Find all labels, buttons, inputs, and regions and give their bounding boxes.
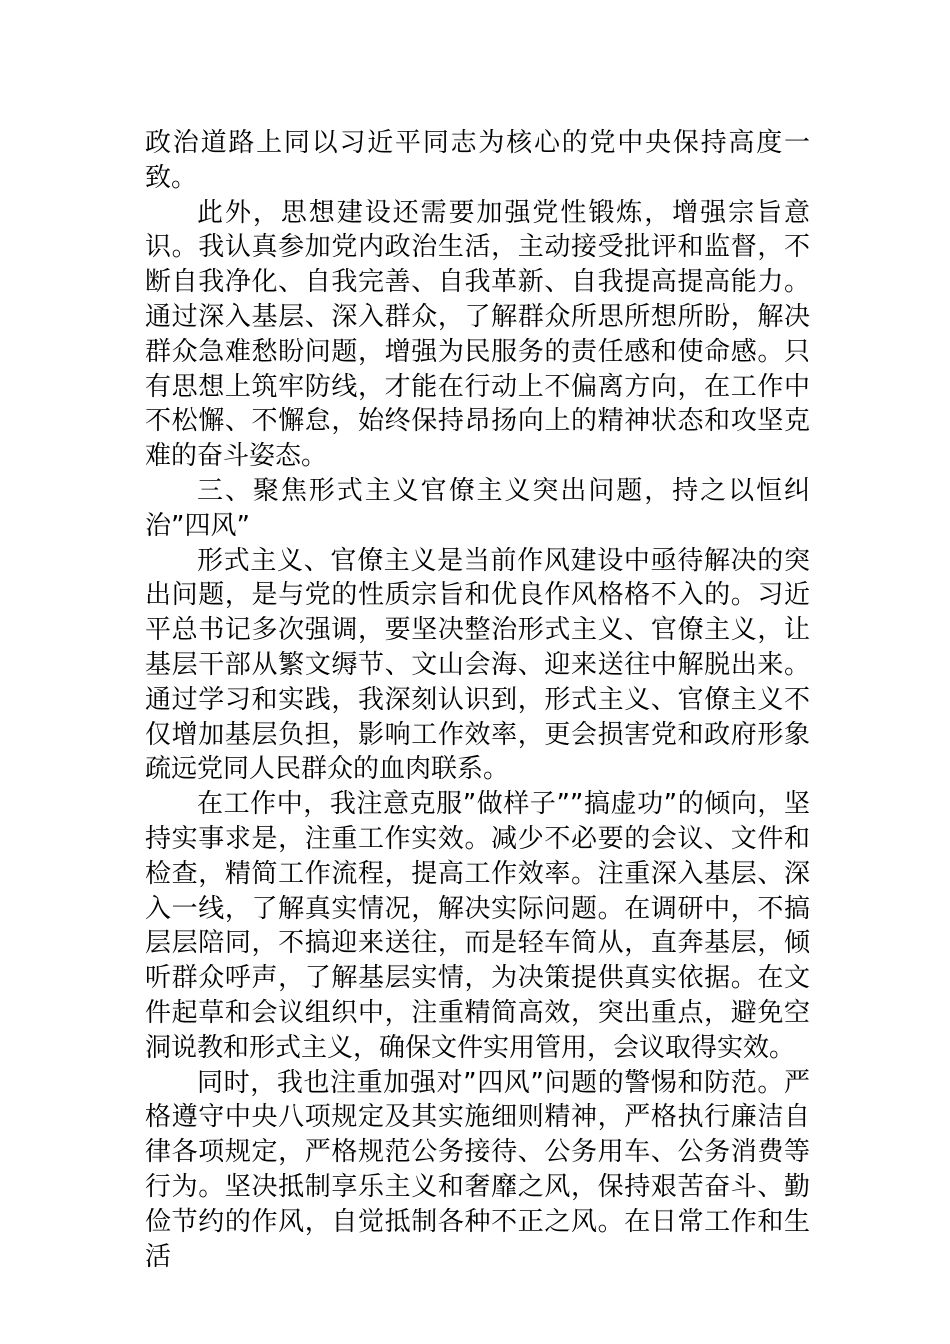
section-heading-three: 三、聚焦形式主义官僚主义突出问题，持之以恒纠治”四风” — [145, 475, 810, 541]
paragraph-continuation: 政治道路上同以习近平同志为核心的党中央保持高度一致。 — [145, 128, 810, 193]
document-body — [145, 126, 810, 1274]
paragraph-work-practice: 在工作中，我注意克服”做样子””搞虚功”的倾向，坚持实事求是，注重工作实效。减少不必要的会议、文件和检查，精简工作流程，提高工作效率。注重深入基层、深入一线，了解真实情况，解决实际问题。在调研中，不搞层层陪同，不搞迎来送往，而是轻车简从，直奔基层，倾听群众呼声，了解基层实情，为决策提供真实依据。在文件起草和会议组织中，注重精简高效，突出重点，避免空洞说教和形式主义，确保文件实用管用，会议取得实效。 — [145, 789, 810, 1063]
paragraph-four-winds-vigilance: 同时，我也注重加强对”四风”问题的警惕和防范。严格遵守中央八项规定及其实施细则精神，严格执行廉洁自律各项规定，严格规范公务接待、公务用车、公务消费等行为。坚决抵制享乐主义和奢靡之风，保持艰苦奋斗、勤俭节约的作风，自觉抵制各种不正之风。在日常工作和生活 — [145, 1067, 810, 1272]
paragraph-thought-building: 此外，思想建设还需要加强党性锻炼，增强宗旨意识。我认真参加党内政治生活，主动接受批评和监督，不断自我净化、自我完善、自我革新、自我提高提高能力。通过深入基层、深入群众，了解群众所思所想所盼，解决群众急难愁盼问题，增强为民服务的责任感和使命感。只有思想上筑牢防线，才能在行动上不偏离方向，在工作中不松懈、不懈怠，始终保持昂扬向上的精神状态和攻坚克难的奋斗姿态。 — [145, 197, 810, 472]
paragraph-formalism-problem: 形式主义、官僚主义是当前作风建设中亟待解决的突出问题，是与党的性质宗旨和优良作风格格不入的。习近平总书记多次强调，要坚决整治形式主义、官僚主义，让基层干部从繁文缛节、文山会海、迎来送往中解脱出来。通过学习和实践，我深刻认识到，形式主义、官僚主义不仅增加基层负担，影响工作效率，更会损害党和政府形象疏远党同人民群众的血肉联系。 — [145, 545, 810, 785]
